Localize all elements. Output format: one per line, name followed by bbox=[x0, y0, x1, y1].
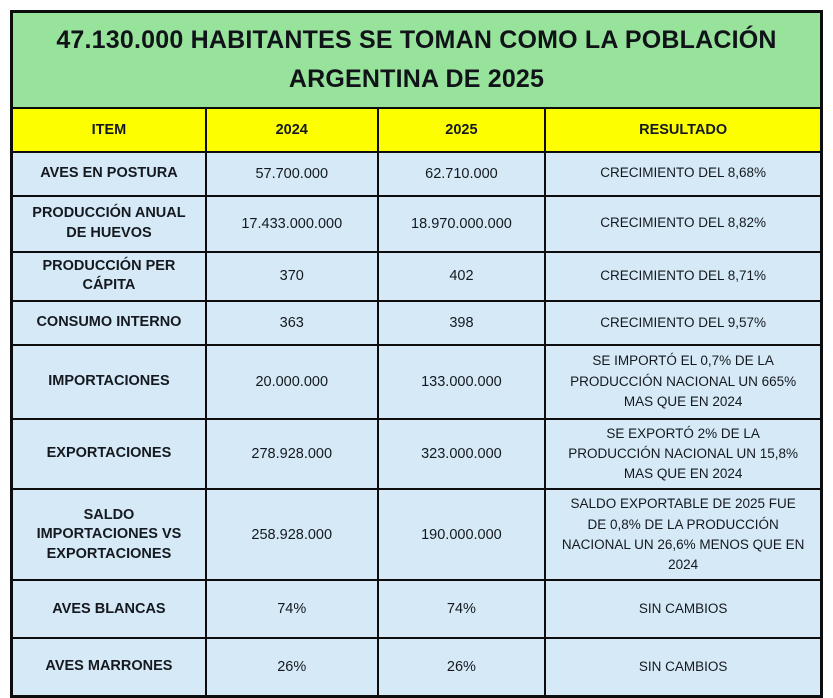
value-2025-cell: 18.970.000.000 bbox=[378, 196, 546, 252]
value-2024-cell: 258.928.000 bbox=[206, 489, 378, 580]
item-cell: SALDO IMPORTACIONES VS EXPORTACIONES bbox=[12, 489, 206, 580]
table-row-aves-en-postura bbox=[12, 152, 822, 196]
resultado-cell: SE IMPORTÓ EL 0,7% DE LA PRODUCCIÓN NACIONAL UN 665% MAS QUE EN 2024 bbox=[545, 345, 821, 419]
value-2025-cell: 398 bbox=[378, 301, 546, 345]
resultado-cell: SE EXPORTÓ 2% DE LA PRODUCCIÓN NACIONAL UN 15,8% MAS QUE EN 2024 bbox=[545, 419, 821, 490]
item-cell: IMPORTACIONES bbox=[12, 345, 206, 419]
item-cell: PRODUCCIÓN PER CÁPITA bbox=[12, 252, 206, 301]
value-2024-cell: 17.433.000.000 bbox=[206, 196, 378, 252]
value-2024-cell: 74% bbox=[206, 580, 378, 638]
resultado-cell: CRECIMIENTO DEL 9,57% bbox=[545, 301, 821, 345]
resultado-cell: SIN CAMBIOS bbox=[545, 580, 821, 638]
item-cell: CONSUMO INTERNO bbox=[12, 301, 206, 345]
value-2025-cell: 402 bbox=[378, 252, 546, 301]
resultado-cell: SALDO EXPORTABLE DE 2025 FUE DE 0,8% DE LA PRODUCCIÓN NACIONAL UN 26,6% MENOS QUE EN 2024 bbox=[545, 489, 821, 580]
column-header-resultado: RESULTADO bbox=[545, 108, 821, 152]
egg-production-table bbox=[10, 10, 823, 698]
value-2025-cell: 62.710.000 bbox=[378, 152, 546, 196]
value-2025-cell: 74% bbox=[378, 580, 546, 638]
item-cell: AVES EN POSTURA bbox=[12, 152, 206, 196]
column-header-2024: 2024 bbox=[206, 108, 378, 152]
resultado-cell: SIN CAMBIOS bbox=[545, 638, 821, 696]
page-title: 47.130.000 HABITANTES SE TOMAN COMO LA POBLACIÓN ARGENTINA DE 2025 bbox=[12, 12, 822, 108]
value-2025-cell: 26% bbox=[378, 638, 546, 696]
table-row-consumo-interno bbox=[12, 301, 822, 345]
item-cell: PRODUCCIÓN ANUAL DE HUEVOS bbox=[12, 196, 206, 252]
item-cell: AVES MARRONES bbox=[12, 638, 206, 696]
resultado-cell: CRECIMIENTO DEL 8,82% bbox=[545, 196, 821, 252]
item-cell: EXPORTACIONES bbox=[12, 419, 206, 490]
value-2024-cell: 26% bbox=[206, 638, 378, 696]
value-2024-cell: 370 bbox=[206, 252, 378, 301]
value-2024-cell: 278.928.000 bbox=[206, 419, 378, 490]
table-row-aves-blancas bbox=[12, 580, 822, 638]
value-2025-cell: 133.000.000 bbox=[378, 345, 546, 419]
title-row bbox=[12, 12, 822, 108]
table-row-exportaciones bbox=[12, 419, 822, 490]
resultado-cell: CRECIMIENTO DEL 8,68% bbox=[545, 152, 821, 196]
table-row-importaciones bbox=[12, 345, 822, 419]
table-row-produccion-per-capita bbox=[12, 252, 822, 301]
value-2024-cell: 363 bbox=[206, 301, 378, 345]
value-2024-cell: 57.700.000 bbox=[206, 152, 378, 196]
value-2025-cell: 323.000.000 bbox=[378, 419, 546, 490]
header-row bbox=[12, 108, 822, 152]
table-row-aves-marrones bbox=[12, 638, 822, 696]
column-header-item: ITEM bbox=[12, 108, 206, 152]
value-2025-cell: 190.000.000 bbox=[378, 489, 546, 580]
column-header-2025: 2025 bbox=[378, 108, 546, 152]
table-row-produccion-anual-de-huevos bbox=[12, 196, 822, 252]
resultado-cell: CRECIMIENTO DEL 8,71% bbox=[545, 252, 821, 301]
value-2024-cell: 20.000.000 bbox=[206, 345, 378, 419]
item-cell: AVES BLANCAS bbox=[12, 580, 206, 638]
table-row-saldo-importaciones-vs-exportaciones bbox=[12, 489, 822, 580]
